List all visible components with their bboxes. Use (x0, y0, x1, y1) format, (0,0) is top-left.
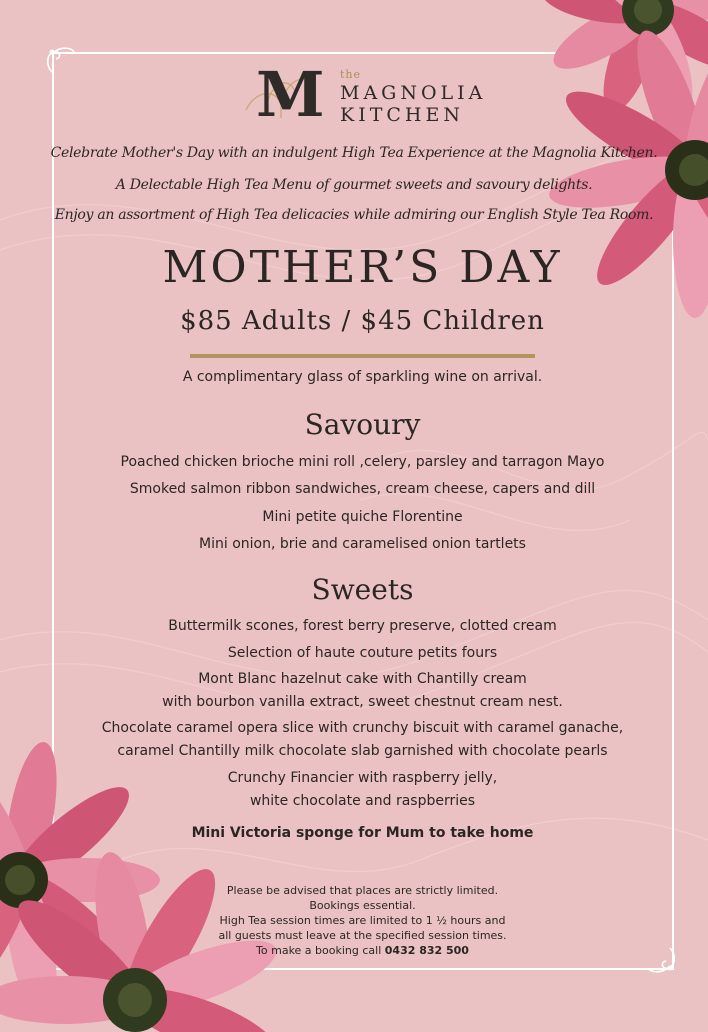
menu-item: caramel Chantilly milk chocolate slab garnished with chocolate pearls (117, 743, 608, 759)
menu-item: Buttermilk scones, forest berry preserve, clotted cream (168, 618, 557, 634)
note-line: all guests must leave at the specified session times. (218, 929, 507, 942)
menu-item: Selection of haute couture petits fours (227, 645, 498, 661)
savoury-heading: Savoury (304, 408, 421, 441)
menu-item: white chocolate and raspberries (249, 793, 476, 809)
menu-item: Crunchy Financier with raspberry jelly, (227, 770, 498, 786)
sweets-heading: Sweets (311, 573, 414, 606)
booking-line (0, 943, 708, 958)
note-line: Please be advised that places are strictly limited. (226, 884, 499, 897)
note-line: High Tea session times are limited to 1 ½ hours and (219, 914, 506, 927)
price-line: $85 Adults / $45 Children (180, 306, 545, 336)
menu-item: with bourbon vanilla extract, sweet chestnut cream nest. (162, 694, 563, 710)
takeaway-line: Mini Victoria sponge for Mum to take home (191, 825, 534, 841)
intro-line: A Delectable High Tea Menu of gourmet sweets and savoury delights. (115, 177, 593, 193)
gold-divider (190, 354, 535, 358)
logo-name-line1: MAGNOLIA (340, 82, 487, 104)
logo (236, 60, 496, 130)
page-title: MOTHER’S DAY (162, 242, 563, 293)
menu-item: Mini onion, brie and caramelised onion tartlets (199, 536, 526, 552)
menu-item: Chocolate caramel opera slice with crunchy biscuit with caramel ganache, (101, 720, 624, 736)
menu-item: Smoked salmon ribbon sandwiches, cream cheese, capers and dill (129, 481, 596, 497)
welcome-line: A complimentary glass of sparkling wine on arrival. (182, 369, 543, 385)
logo-the: the (340, 68, 362, 81)
swirl-corner-ornament (42, 42, 76, 76)
menu-item: Mini petite quiche Florentine (262, 509, 463, 525)
logo-monogram: M (256, 58, 325, 131)
menu-item: Mont Blanc hazelnut cake with Chantilly cream (198, 671, 527, 687)
phone-number[interactable]: 0432 832 500 (384, 944, 469, 957)
menu-item: Poached chicken brioche mini roll ,celery, parsley and tarragon Mayo (120, 454, 605, 470)
note-line: Bookings essential. (309, 899, 416, 912)
intro-line: Celebrate Mother's Day with an indulgent High Tea Experience at the Magnolia Kitchen. (50, 145, 658, 161)
booking-prefix: To make a booking call (256, 944, 385, 957)
logo-name-line2: KITCHEN (340, 104, 464, 126)
intro-line: Enjoy an assortment of High Tea delicacies while admiring our English Style Tea Room. (54, 207, 654, 223)
